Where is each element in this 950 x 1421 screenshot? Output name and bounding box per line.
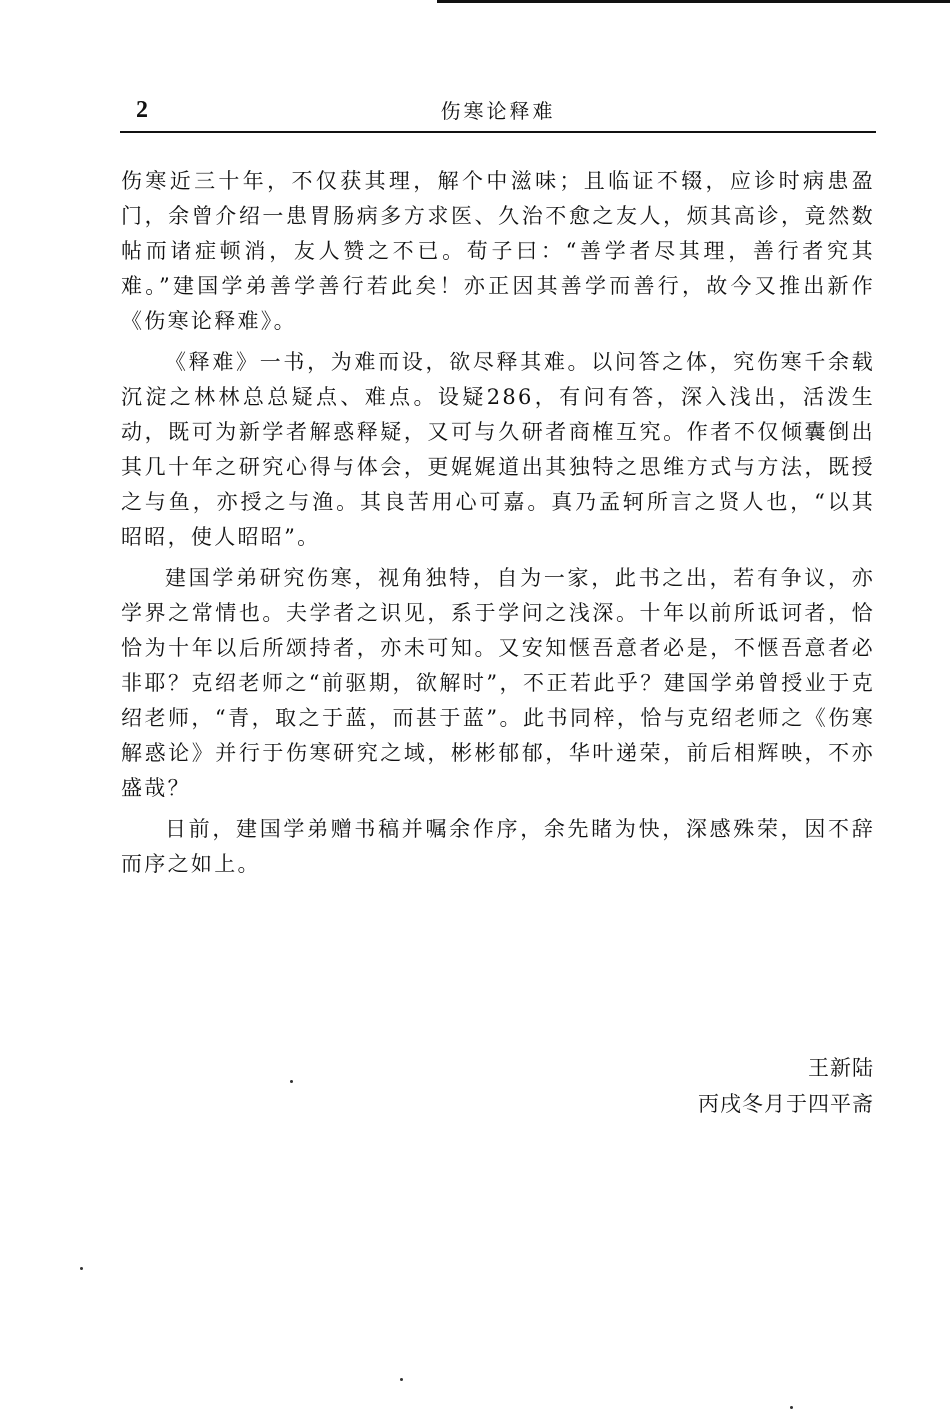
page-number: 2 [136,97,148,123]
author-name: 王新陆 [808,1056,874,1080]
paragraph: 《释难》一书，为难而设，欲尽释其难。以问答之体，究伤寒千余载沉淀之林林总总疑点、难点。设疑286，有问有答，深入浅出，活泼生动，既可为新学者解惑释疑，又可与久研者商榷互究。作者不仅倾囊倒出其几十年之研究心得与体会，更娓娓道出其独特之思维方式与方法，既授之与鱼，亦授之与渔。其良苦用心可嘉。真乃孟轲所言之贤人也，“以其昭昭，使人昭昭”。 [121,350,875,549]
page-header [120,88,876,132]
signature-date-place: 丙戌冬月于四平斋 [698,1092,874,1116]
header-rule [120,131,876,133]
paragraph: 建国学弟研究伤寒，视角独特，自为一家，此书之出，若有争议，亦学界之常情也。夫学者之识见，系于学问之浅深。十年以前所诋诃者，恰恰为十年以后所颂持者，亦未可知。又安知惬吾意者必是，不惬吾意者必非耶？克绍老师之“前驱期，欲解时”，不正若此乎？建国学弟曾授业于克绍老师，“青，取之于蓝，而甚于蓝”。此书同梓，恰与克绍老师之《伤寒解惑论》并行于伤寒研究之域，彬彬郁郁，华叶递荣，前后相辉映，不亦盛哉？ [121,566,875,800]
scan-speck [290,1080,293,1083]
paragraph: 日前，建国学弟赠书稿并嘱余作序，余先睹为快，深感殊荣，因不辞而序之如上。 [121,817,875,876]
body-text [121,164,875,888]
scan-speck [400,1378,403,1381]
signature-block [698,1050,874,1122]
top-edge-rule [437,0,950,3]
running-title: 伤寒论释难 [440,99,556,123]
scan-speck [790,1406,793,1409]
paragraph-continued: 伤寒近三十年，不仅获其理，解个中滋味；且临证不辍，应诊时病患盈门，余曾介绍一患胃肠病多方求医、久治不愈之友人，烦其高诊，竟然数帖而诸症顿消，友人赞之不已。荀子曰：“善学者尽其理，善行者究其难。”建国学弟善学善行若此矣！亦正因其善学而善行，故今又推出新作《伤寒论释难》。 [121,169,875,333]
scan-speck [80,1267,83,1270]
